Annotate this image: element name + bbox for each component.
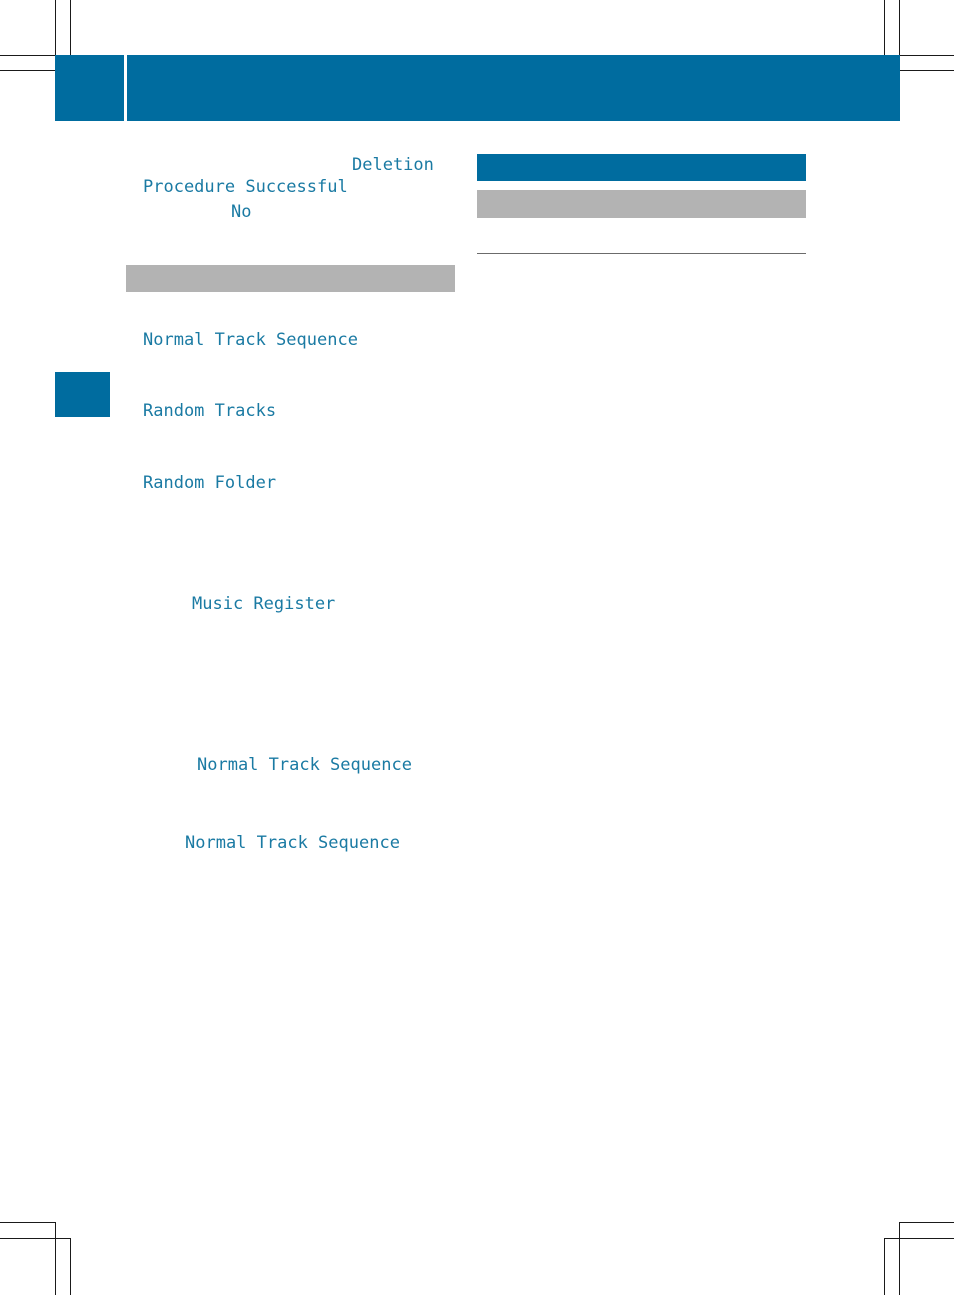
display-text-random-folder: Random Folder (143, 473, 277, 493)
crop-mark (0, 1222, 55, 1223)
crop-mark (884, 1238, 954, 1239)
crop-mark (884, 1238, 885, 1295)
display-text-music-register: Music Register (192, 594, 336, 614)
section-title-bar (477, 154, 806, 181)
header-divider (124, 55, 127, 121)
crop-mark (884, 0, 885, 55)
crop-mark (900, 70, 954, 71)
section-divider-line (477, 253, 806, 254)
crop-mark (0, 55, 55, 56)
crop-mark (899, 1222, 954, 1223)
section-heading-bar (477, 190, 806, 218)
crop-mark (899, 0, 900, 55)
crop-mark (0, 70, 55, 71)
crop-mark (70, 0, 71, 55)
crop-mark (900, 55, 954, 56)
display-text-normal-track-sequence: Normal Track Sequence (185, 833, 400, 853)
display-text-no: No (231, 202, 252, 222)
display-text-normal-track-sequence: Normal Track Sequence (197, 755, 412, 775)
crop-mark (55, 0, 56, 55)
chapter-tab (55, 372, 110, 417)
crop-mark (899, 1222, 900, 1295)
crop-mark (55, 1222, 56, 1295)
crop-mark (70, 1238, 71, 1295)
crop-mark (0, 1238, 70, 1239)
page-header-bar (55, 55, 900, 121)
display-text-normal-track-sequence: Normal Track Sequence (143, 330, 358, 350)
section-heading-bar (126, 265, 455, 292)
display-text-deletion: Deletion (352, 155, 434, 175)
display-text-random-tracks: Random Tracks (143, 401, 277, 421)
display-text-procedure-successful: Procedure Successful (143, 177, 348, 197)
